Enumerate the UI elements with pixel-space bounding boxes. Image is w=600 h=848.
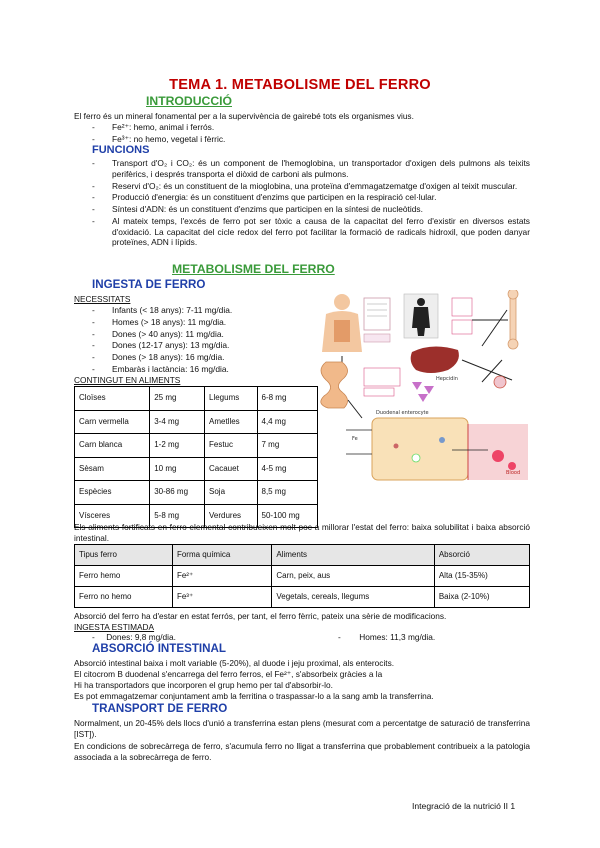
necessitats-list <box>92 305 302 376</box>
table-cell: Carn vermella <box>75 410 150 434</box>
table-cell: 10 mg <box>150 457 205 481</box>
absorcio-line-3: Hi ha transportadors que incorporen el grup hemo per tal d'absorbir-lo. <box>74 680 333 690</box>
table-header: Aliments <box>272 545 434 566</box>
page-title: TEMA 1. METABOLISME DEL FERRO <box>169 77 431 93</box>
list-item: - Homes (> 18 anys): 11 mg/dia. <box>92 317 302 328</box>
table-row <box>75 566 530 587</box>
note-box-icon <box>452 298 472 334</box>
table-cell: Carn, peix, aus <box>272 566 434 587</box>
table-row <box>75 481 318 505</box>
body-figure-icon <box>322 294 362 352</box>
table-cell: 6-8 mg <box>257 387 318 411</box>
page-footer: Integració de la nutrició II 1 <box>412 801 516 811</box>
table-cell: Fe²⁺ <box>172 566 271 587</box>
table-row <box>75 457 318 481</box>
diagram-label-hepcidin: Hepcidin <box>436 376 458 382</box>
liver-icon <box>411 346 459 373</box>
absorcio-heading: ABSORCIÓ INTESTINAL <box>92 642 226 655</box>
fortificats-text: Els aliments fortificats en ferro elemental contribueixen molt poc a millorar l'estat del ferro: baixa solubilitat i baixa absorció intestinal. <box>74 522 530 543</box>
table-cell: Cacauet <box>205 457 258 481</box>
table-cell: 25 mg <box>150 387 205 411</box>
legend-box-icon <box>364 368 400 396</box>
funcions-heading: FUNCIONS <box>92 144 150 156</box>
list-item: - Al mateix temps, l'excés de ferro pot ser tòxic a causa de la capacitat del ferro d'existir en diversos estats d'oxidació. La capacitat del cicle redox del ferro pot facilitar la formació de radicals hidroxil, que poden danyar proteïnes, ADN i lípids. <box>92 216 530 248</box>
table-cell: 50-100 mg <box>257 504 318 528</box>
table-cell: Cloïses <box>75 387 150 411</box>
table-cell: Ferro hemo <box>75 566 173 587</box>
iron-type-table <box>74 544 530 608</box>
list-item: - Transport d'O₂ i CO₂: és un component de l'hemoglobina, un transportador d'oxigen dels pulmons als teixits perifèrics, i després transporta el diòxid de carboni als pulmons. <box>92 158 530 180</box>
food-iron-table <box>74 386 318 528</box>
necessitats-label: NECESSITATS <box>74 294 131 304</box>
intestine-icon <box>321 362 348 408</box>
contingut-label: CONTINGUT EN ALIMENTS <box>74 375 181 385</box>
table-cell: 5-8 mg <box>150 504 205 528</box>
table-cell: Verdures <box>205 504 258 528</box>
intro-text: El ferro és un mineral fonamental per a la supervivència de gairebé tots els organismes vius. <box>74 111 414 121</box>
table-cell: Vísceres <box>75 504 150 528</box>
estimada-label: INGESTA ESTIMADA <box>74 622 155 632</box>
transport-p1: Normalment, un 20-45% dels llocs d'unió a transferrina estan plens (mesurat com a percentatge de saturació de transferrina [IST]). <box>74 718 530 739</box>
table-cell: Baixa (2-10%) <box>434 587 529 608</box>
list-item: - Síntesi d'ADN: és un constituent d'enzims que participen en la síntesi de nucleòtids. <box>92 204 530 215</box>
transport-p2: En condicions de sobrecàrrega de ferro, s'acumula ferro no lligat a transferrina que probablement contribueix a la patologia associada a la sobrecàrrega de ferro. <box>74 741 530 762</box>
list-item: - Dones (> 18 anys): 16 mg/dia. <box>92 352 302 363</box>
macrophage-icon <box>494 376 506 388</box>
table-row <box>75 387 318 411</box>
list-item: - Dones (> 40 anys): 11 mg/dia. <box>92 329 302 340</box>
bone-icon <box>508 290 518 349</box>
table-cell: 4-5 mg <box>257 457 318 481</box>
table-cell: Vegetals, cereals, llegums <box>272 587 434 608</box>
table-cell: Carn blanca <box>75 434 150 458</box>
table-header: Forma química <box>172 545 271 566</box>
table-cell: Alta (15-35%) <box>434 566 529 587</box>
table-cell: Llegums <box>205 387 258 411</box>
iron-metabolism-diagram <box>312 290 534 502</box>
table-row <box>75 587 530 608</box>
table-cell: Festuc <box>205 434 258 458</box>
table-cell: 7 mg <box>257 434 318 458</box>
table-cell: 4,4 mg <box>257 410 318 434</box>
enterocyte-cell-icon <box>346 418 528 480</box>
transport-heading: TRANSPORT DE FERRO <box>92 702 228 715</box>
table-cell: Ametlles <box>205 410 258 434</box>
absorcio-fe-text: Absorció del ferro ha d'estar en estat ferrós, per tant, el ferro fèrric, pateix una sèrie de modificacions. <box>74 611 447 621</box>
list-item: - Reservi d'O₂: és un constituent de la mioglobina, una proteïna d'emmagatzematge d'oxigen al teixit muscular. <box>92 181 530 192</box>
table-header: Absorció <box>434 545 529 566</box>
table-cell: Sèsam <box>75 457 150 481</box>
ingesta-heading: INGESTA DE FERRO <box>92 278 206 291</box>
absorcio-line-1: Absorció intestinal baixa i molt variable (5-20%), al duode i jeju proximal, als enterocits. <box>74 658 395 668</box>
list-item: - Fe³⁺: no hemo, vegetal i fèrric. <box>92 134 532 145</box>
diagram-label-enterocyte: Duodenal enterocyte <box>376 410 429 416</box>
absorcio-line-2: El citocrom B duodenal s'encarrega del ferro ferros, el Fe²⁺, s'absorbeix gràcies a la <box>74 669 383 679</box>
table-cell: 8,5 mg <box>257 481 318 505</box>
table-cell: Ferro no hemo <box>75 587 173 608</box>
table-row <box>75 434 318 458</box>
estimada-dones: - Dones: 9,8 mg/dia. <box>92 632 176 642</box>
intro-list <box>92 122 532 146</box>
list-item: - Embaràs i lactància: 16 mg/dia. <box>92 364 302 375</box>
table-header: Tipus ferro <box>75 545 173 566</box>
absorcio-line-4: Es pot emmagatzemar conjuntament amb la ferritina o traspassar-lo a la sang amb la transferrina. <box>74 691 434 701</box>
diagram-svg <box>312 290 534 502</box>
table-cell: Fe³⁺ <box>172 587 271 608</box>
list-item: - Dones (12-17 anys): 13 mg/dia. <box>92 340 302 351</box>
list-item: - Fe²⁺: hemo, animal i ferrós. <box>92 122 532 133</box>
table-cell: Espècies <box>75 481 150 505</box>
table-row <box>75 410 318 434</box>
table-cell: 30-86 mg <box>150 481 205 505</box>
table-cell: 1-2 mg <box>150 434 205 458</box>
estimada-dones-value: Dones: 9,8 mg/dia. <box>106 632 176 642</box>
intro-heading: INTRODUCCIÓ <box>146 94 232 108</box>
table-cell: Soja <box>205 481 258 505</box>
metabolisme-heading: METABOLISME DEL FERRO <box>172 262 335 276</box>
list-item: - Producció d'energia: és un constituent d'enzims que participen en la respiració cel·lular. <box>92 192 530 203</box>
estimada-homes: - Homes: 11,3 mg/dia. <box>338 632 436 642</box>
label-box-icon <box>364 298 390 342</box>
diagram-label-blood: Blood <box>506 470 521 476</box>
estimada-homes-value: Homes: 11,3 mg/dia. <box>359 632 436 642</box>
table-cell: 3-4 mg <box>150 410 205 434</box>
hepcidin-triangles-icon <box>412 382 434 402</box>
human-silhouette-icon <box>404 294 438 338</box>
funcions-list <box>92 158 530 249</box>
list-item: - Infants (< 18 anys): 7-11 mg/dia. <box>92 305 302 316</box>
diagram-label-fe: Fe <box>352 436 358 442</box>
